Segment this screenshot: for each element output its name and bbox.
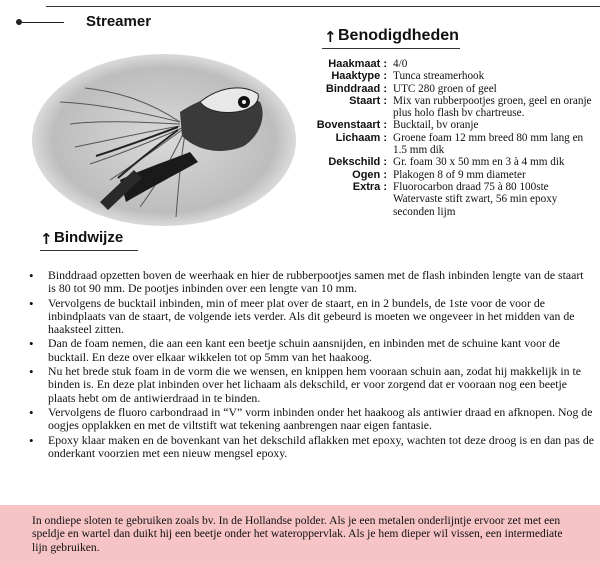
fish-hook-icon: ↑ <box>324 28 337 46</box>
material-row <box>300 58 598 70</box>
material-label: Bovenstaart : <box>316 119 387 132</box>
material-value: Tunca streamerhook <box>393 70 485 83</box>
material-row <box>300 169 598 181</box>
benodigdheden-title: Benodigdheden <box>338 27 459 44</box>
material-row <box>300 156 598 168</box>
material-value: Plakogen 8 of 9 mm diameter <box>393 168 526 181</box>
fly-photo <box>30 52 298 228</box>
material-value: Mix van rubberpootjes groen, geel en oranje plus holo flash bv chartreuse. <box>393 94 592 120</box>
material-value: Fluorocarbon draad 75 à 80 100ste Watervaste stift zwart, 56 min epoxy seconden lijm <box>393 180 558 218</box>
step-item: • Nu het brede stuk foam in de vorm die we wensen, en knippen hem vooraan schuin aan, zodat hij makkelijk in te binden is. En deze plat inbinden over het lichaam als dekschild, er voor zorgend dat er vooraan nog een beetje plaats hebt om de antiwierdraad in te binden. <box>26 365 594 405</box>
material-row <box>300 83 598 95</box>
material-label: Haaktype : <box>331 70 387 83</box>
usage-note: In ondiepe sloten te gebruiken zoals bv. In de Hollandse polder. Als je een metalen onderlijntje ervoor zet met een speldje en wartel dan duikt hij een beetje onder het wateroppervlak. Als je hem dieper wil vissen, een intermediate lijn gebruiken. <box>32 514 563 554</box>
material-value: UTC 280 groen of geel <box>393 82 497 95</box>
step-item: • Binddraad opzetten boven de weerhaak en hier de rubberpootjes samen met de flash inbinden lengte van de staart is 80 tot 90 mm. De pootjes inbinden over een lengte van 10 mm. <box>26 269 594 296</box>
material-value: Gr. foam 30 x 50 mm en 3 à 4 mm dik <box>393 156 565 169</box>
material-label: Ogen : <box>352 168 387 181</box>
streamer-title: Streamer <box>86 13 152 30</box>
bindwijze-title: Bindwijze <box>54 229 124 246</box>
top-rule <box>46 6 600 7</box>
material-label: Dekschild : <box>328 156 387 169</box>
material-row <box>300 132 598 157</box>
material-row <box>300 70 598 82</box>
materials-list <box>300 58 598 218</box>
material-label: Lichaam : <box>335 131 387 144</box>
material-label: Extra : <box>352 180 387 193</box>
step-item: • Vervolgens de bucktail inbinden, min of meer plat over de staart, en in 2 bundels, de 1ste voor de voor de inbindplaats van de staart, de volgende iets verder. Als dit gebeurd is moeten we ongeveer in het midden van de haaksteel zitten. <box>26 297 594 337</box>
material-row <box>300 119 598 131</box>
hook-shank-icon <box>20 22 64 23</box>
material-value: 4/0 <box>393 58 408 70</box>
material-row <box>300 181 598 218</box>
material-value: Groene foam 12 mm breed 80 mm lang en 1.5 mm dik <box>393 131 584 157</box>
material-label: Haakmaat : <box>328 58 387 70</box>
material-row <box>300 95 598 120</box>
material-label: Staart : <box>349 94 387 107</box>
bindwijze-underline <box>40 250 138 251</box>
step-item: • Vervolgens de fluoro carbondraad in “V” vorm inbinden onder het haakoog als antiwier draad en afknopen. Nog de oogjes opplakken en met de viltstift wat tekening aanbrengen naar eigen fantasie. <box>26 406 594 433</box>
material-value: Bucktail, bv oranje <box>393 119 479 132</box>
fish-hook-icon: ↑ <box>40 230 53 248</box>
material-label: Binddraad : <box>325 82 387 95</box>
step-item: • Dan de foam nemen, die aan een kant een beetje schuin aansnijden, en inbinden met de schuine kant voor de bucktail. En deze over elkaar wikkelen tot op 5mm van het haakoog. <box>26 337 594 364</box>
step-item: • Epoxy klaar maken en de bovenkant van het dekschild aflakken met epoxy, wachten tot deze droog is en dan pas de onderkant voorzien met een nieuw mengsel epoxy. <box>26 434 594 461</box>
binding-steps <box>26 269 594 461</box>
benodigdheden-underline <box>322 48 460 49</box>
